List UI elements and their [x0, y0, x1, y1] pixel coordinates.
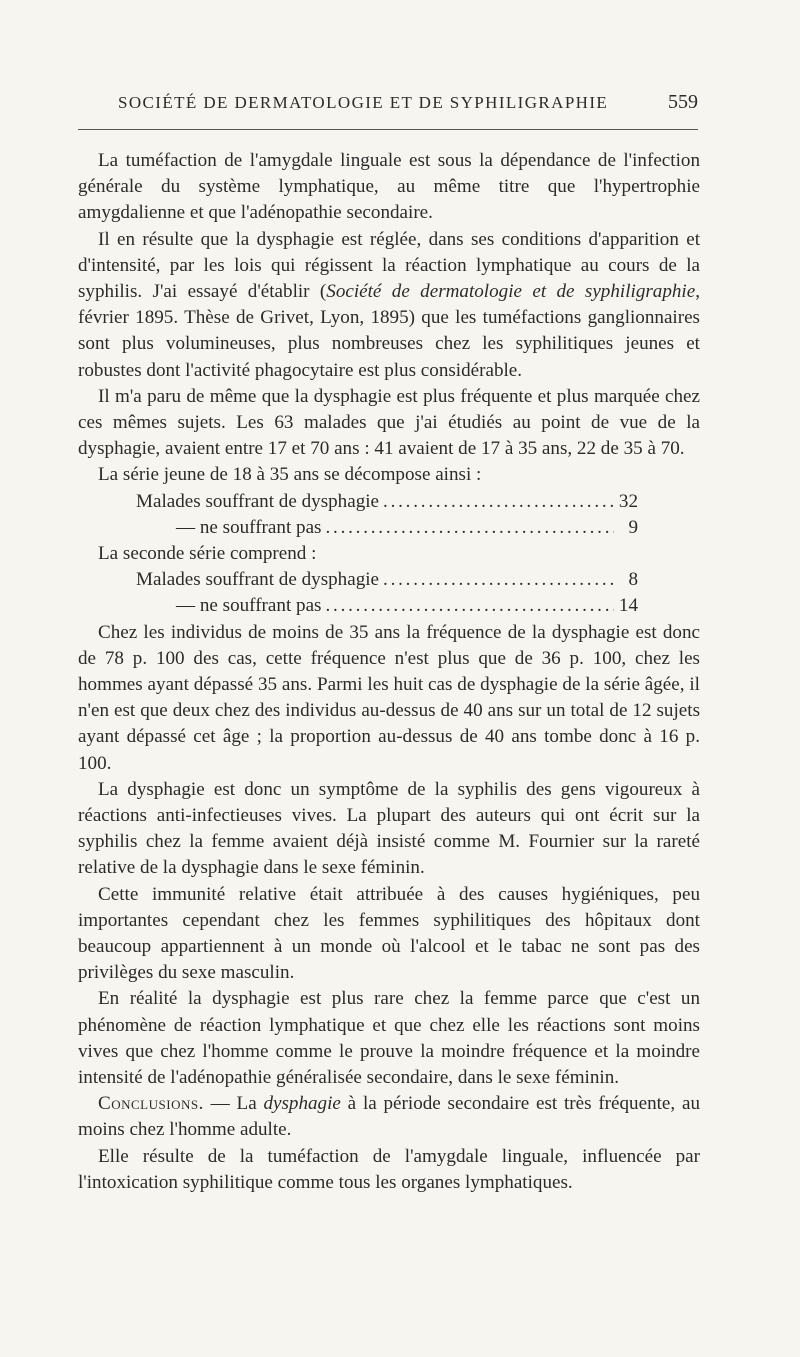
- list-item-label: — ne souffrant pas: [176, 516, 322, 538]
- list-intro: La seconde série comprend :: [98, 543, 317, 565]
- leader-dots: [325, 515, 614, 541]
- list-item: [78, 567, 700, 593]
- list-item: [78, 489, 700, 515]
- body-text: [78, 148, 700, 1196]
- list-item-value: 8: [628, 569, 638, 591]
- list-item-value: 9: [628, 516, 638, 538]
- paragraph: En réalité la dysphagie est plus rare chez la femme parce que c'est un phénomène de réaction lymphatique et que chez elle les réactions sont moins vives que chez l'homme comme le prouve la moindre fréquence et la moindre intensité de l'adénopathie généralisée secondaire, dans le sexe féminin.: [78, 988, 700, 1089]
- paragraph: Cette immunité relative était attribuée à des causes hygiéniques, peu importantes cependant chez les femmes syphilitiques des hôpitaux dont beaucoup appartiennent à un monde où l'alcool et le tabac ne sont pas des privilèges du sexe masculin.: [78, 883, 700, 984]
- list-item-label: Malades souffrant de dysphagie: [136, 490, 380, 512]
- list-item: [78, 593, 700, 619]
- page-header: [78, 93, 698, 123]
- leader-dots: [383, 567, 614, 593]
- header-rule: [78, 129, 698, 130]
- text-run: — La: [203, 1093, 264, 1115]
- list-item-label: — ne souffrant pas: [176, 595, 322, 617]
- list-intro: La série jeune de 18 à 35 ans se décompose ainsi :: [98, 464, 482, 486]
- list-item-label: Malades souffrant de dysphagie: [136, 569, 380, 591]
- list-item: [78, 515, 700, 541]
- section-label: Conclusions.: [98, 1093, 204, 1115]
- text-run: , février 1895. Thèse de Grivet, Lyon, 1895) que les tuméfactions ganglionnaires sont plus volumineuses, plus nombreuses chez les syphilitiques jeunes et robustes dont l'activité phagocytaire est plus considérable.: [78, 281, 700, 381]
- text-run: Il en résulte que la dysphagie est réglée, dans ses conditions d'apparition et d'intensité, par les lois qui régissent la réaction lymphatique au cours de la syphilis. J'ai essayé d'établir (: [78, 228, 700, 303]
- paragraph: La dysphagie est donc un symptôme de la syphilis des gens vigoureux à réactions anti-infectieuses vives. La plupart des auteurs qui ont écrit sur la syphilis chez la femme avaient déjà insisté comme M. Fournier sur la rareté relative de la dysphagie dans le sexe féminin.: [78, 778, 700, 879]
- page-number: 559: [668, 91, 698, 113]
- list-item-value: 32: [618, 490, 638, 512]
- text-run: à la période secondaire est très fréquente, au moins chez l'homme adulte.: [78, 1093, 700, 1141]
- conclusions-paragraph: [78, 1091, 700, 1143]
- running-head: SOCIÉTÉ DE DERMATOLOGIE ET DE SYPHILIGRAPHIE: [118, 93, 609, 112]
- paragraph: Chez les individus de moins de 35 ans la fréquence de la dysphagie est donc de 78 p. 100 des cas, cette fréquence n'est plus que de 36 p. 100, chez les hommes ayant dépassé 35 ans. Parmi les huit cas de dysphagie de la série âgée, il n'en est que deux chez des individus au-dessus de 40 ans sur un total de 12 sujets ayant dépassé cet âge ; la proportion au-dessus de 40 ans tombe donc à 16 p. 100.: [78, 621, 700, 774]
- leader-dots: [325, 593, 614, 619]
- paragraph: La tuméfaction de l'amygdale linguale est sous la dépendance de l'infection générale du système lymphatique, au même titre que l'hypertrophie amygdalienne et que l'adénopathie secondaire.: [78, 150, 700, 224]
- leader-dots: [383, 489, 614, 515]
- emphasis: dysphagie: [263, 1093, 341, 1115]
- citation-title: Société de dermatologie et de syphiligraphie: [326, 281, 696, 303]
- paragraph: Il m'a paru de même que la dysphagie est plus fréquente et plus marquée chez ces mêmes sujets. Les 63 malades que j'ai étudiés au point de vue de la dysphagie, avaient entre 17 et 70 ans : 41 avaient de 17 à 35 ans, 22 de 35 à 70.: [78, 385, 700, 460]
- paragraph: [78, 227, 700, 384]
- paragraph: Elle résulte de la tuméfaction de l'amygdale linguale, influencée par l'intoxication syphilitique comme tous les organes lymphatiques.: [78, 1145, 700, 1193]
- list-item-value: 14: [618, 595, 638, 617]
